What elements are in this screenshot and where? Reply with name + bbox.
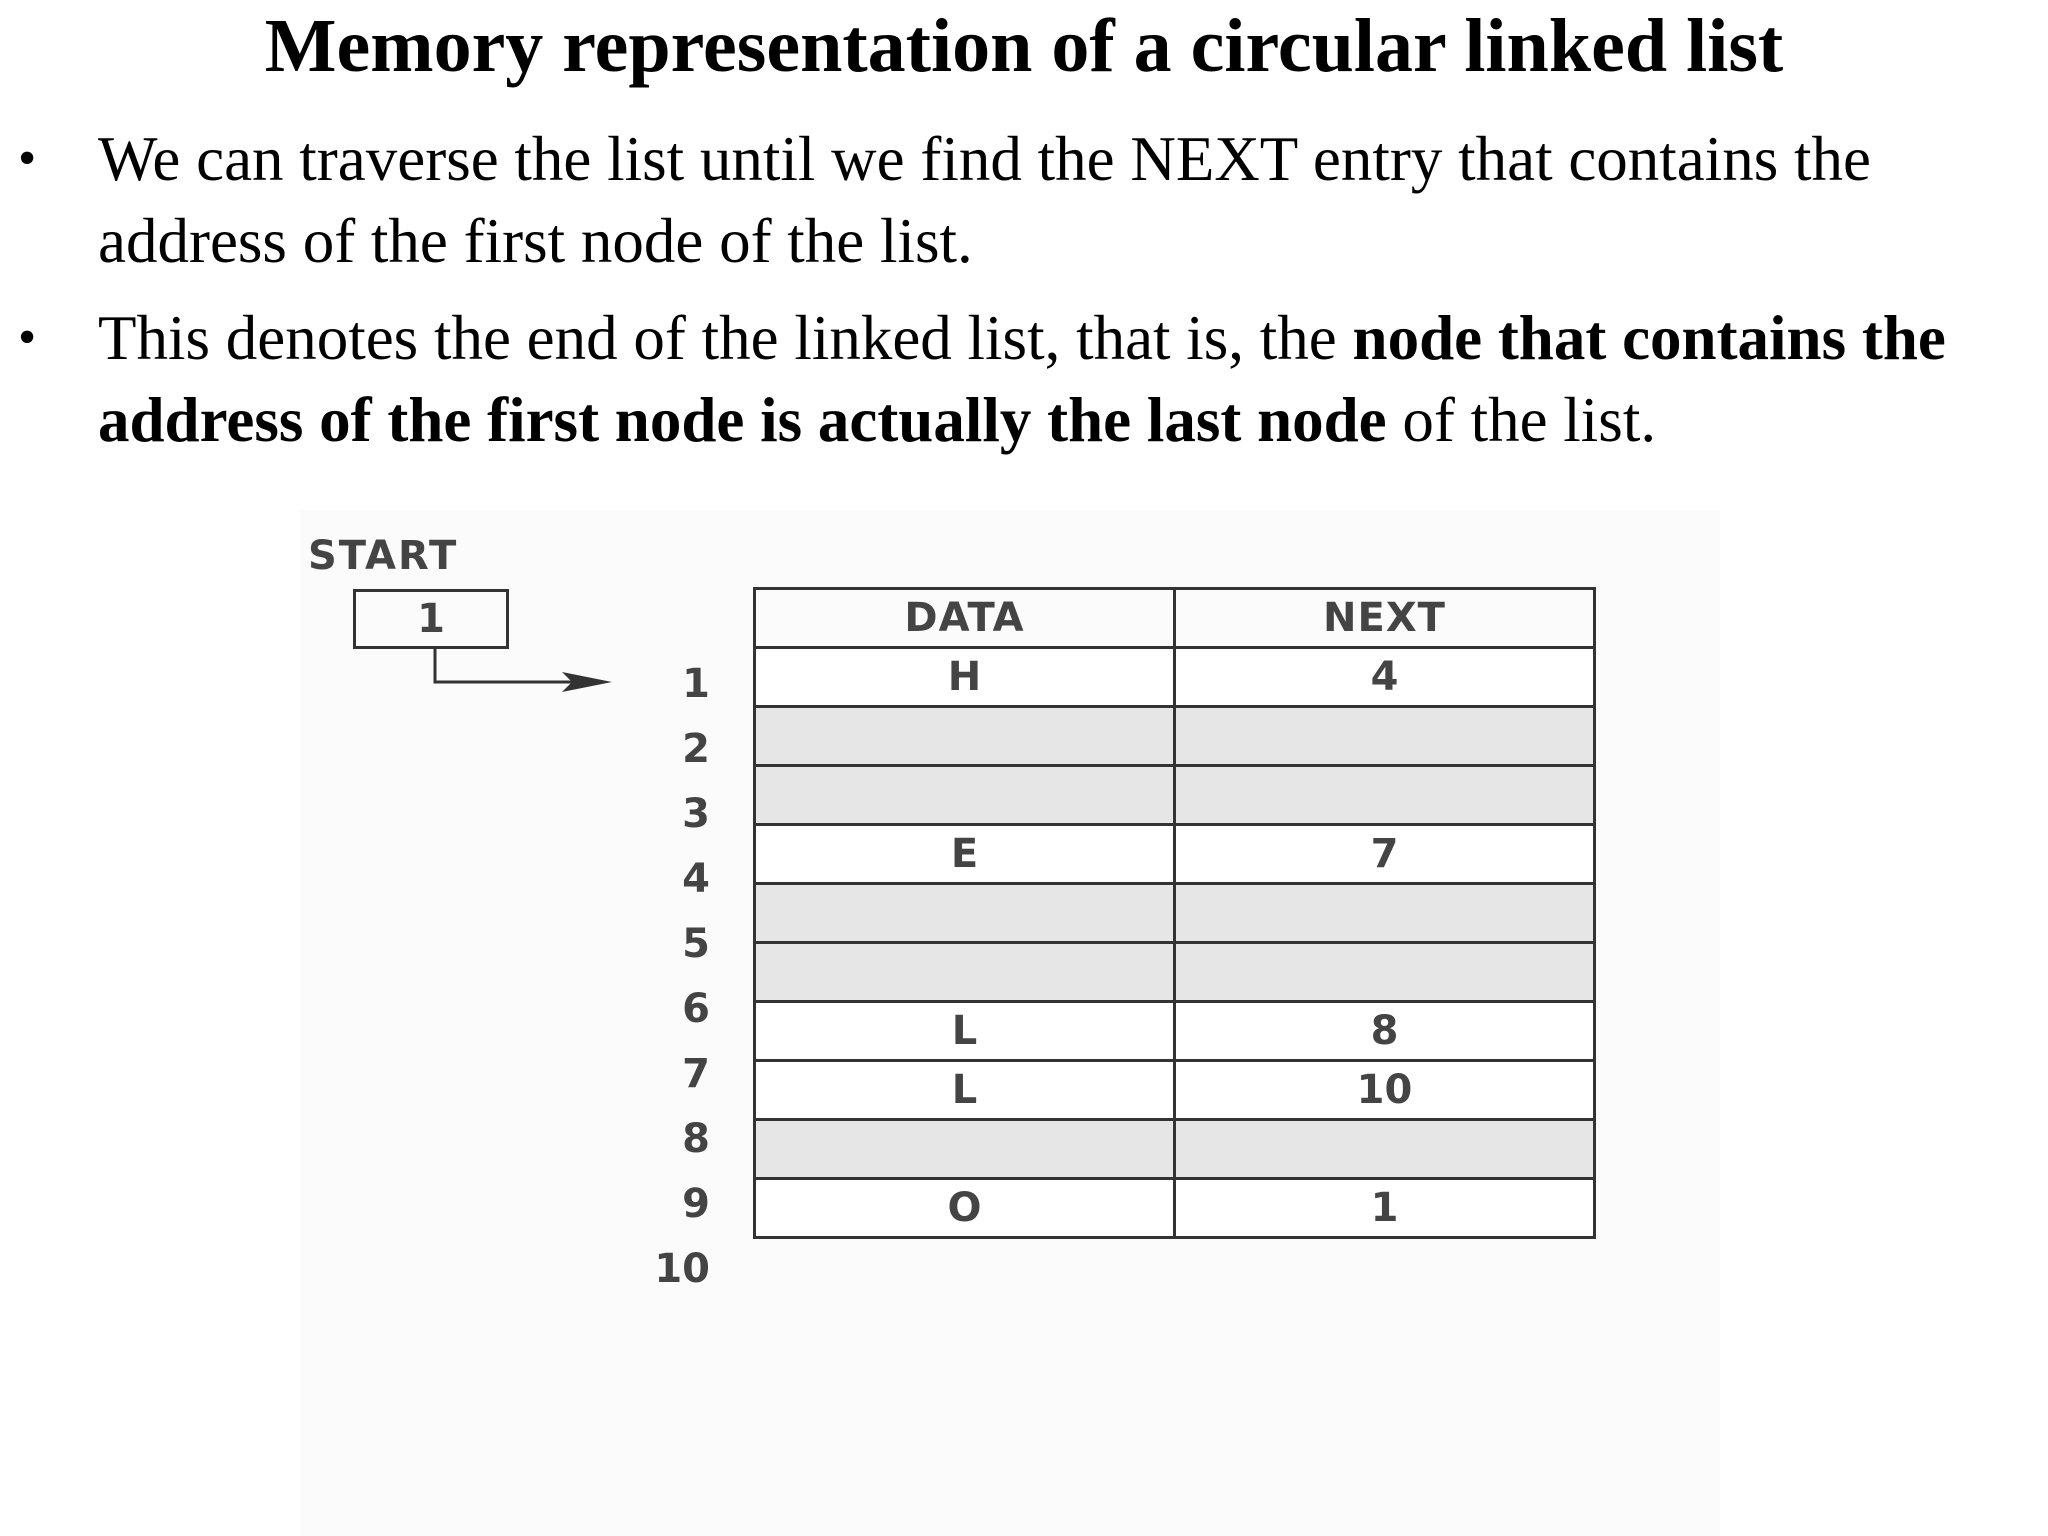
address-label: 7 [682, 1051, 710, 1097]
address-label: 10 [654, 1246, 710, 1292]
data-cell: O [755, 1179, 1175, 1238]
bullet-marker: • [18, 130, 37, 187]
table-row [755, 943, 1595, 1002]
table-row [755, 648, 1595, 707]
next-cell [1175, 943, 1595, 1002]
next-cell [1175, 707, 1595, 766]
bullet-text-bold: node that contains the address of the first node is actually the last node [98, 303, 1946, 455]
data-cell [755, 884, 1175, 943]
address-label: 3 [682, 791, 710, 837]
table-row [755, 884, 1595, 943]
start-label: START [308, 533, 459, 579]
column-header-data: DATA [755, 589, 1175, 648]
address-label: 9 [682, 1181, 710, 1227]
data-cell [755, 766, 1175, 825]
start-pointer-box: 1 [353, 589, 509, 649]
address-label: 5 [682, 921, 710, 967]
address-label: 8 [682, 1116, 710, 1162]
data-cell: E [755, 825, 1175, 884]
data-cell [755, 943, 1175, 1002]
next-cell: 10 [1175, 1061, 1595, 1120]
address-label: 6 [682, 986, 710, 1032]
table-row [755, 1061, 1595, 1120]
next-cell: 8 [1175, 1002, 1595, 1061]
address-label: 2 [682, 726, 710, 772]
column-header-next: NEXT [1175, 589, 1595, 648]
address-column [600, 652, 710, 1302]
data-cell: L [755, 1002, 1175, 1061]
slide-title: Memory representation of a circular linked list [264, 4, 1784, 88]
table-row [755, 1120, 1595, 1179]
bullet-marker: • [18, 309, 37, 366]
data-cell [755, 707, 1175, 766]
address-label: 1 [682, 661, 710, 707]
memory-table [753, 587, 1596, 1239]
next-cell: 1 [1175, 1179, 1595, 1238]
next-cell: 7 [1175, 825, 1595, 884]
next-cell [1175, 766, 1595, 825]
table-header-row [755, 589, 1595, 648]
next-cell [1175, 884, 1595, 943]
bullet-text: We can traverse the list until we find the NEXT entry that contains the address of the first node of the list. [98, 124, 1871, 276]
next-cell [1175, 1120, 1595, 1179]
table-body [755, 648, 1595, 1238]
table-row [755, 825, 1595, 884]
bullet-text-plain-end: of the list. [1386, 385, 1657, 455]
data-cell [755, 1120, 1175, 1179]
data-cell: L [755, 1061, 1175, 1120]
next-cell: 4 [1175, 648, 1595, 707]
data-cell: H [755, 648, 1175, 707]
table-row [755, 1002, 1595, 1061]
table-row [755, 1179, 1595, 1238]
address-label: 4 [682, 856, 710, 902]
table-row [755, 707, 1595, 766]
table-row [755, 766, 1595, 825]
bullet-text-plain: This denotes the end of the linked list, that is, the [98, 303, 1353, 373]
